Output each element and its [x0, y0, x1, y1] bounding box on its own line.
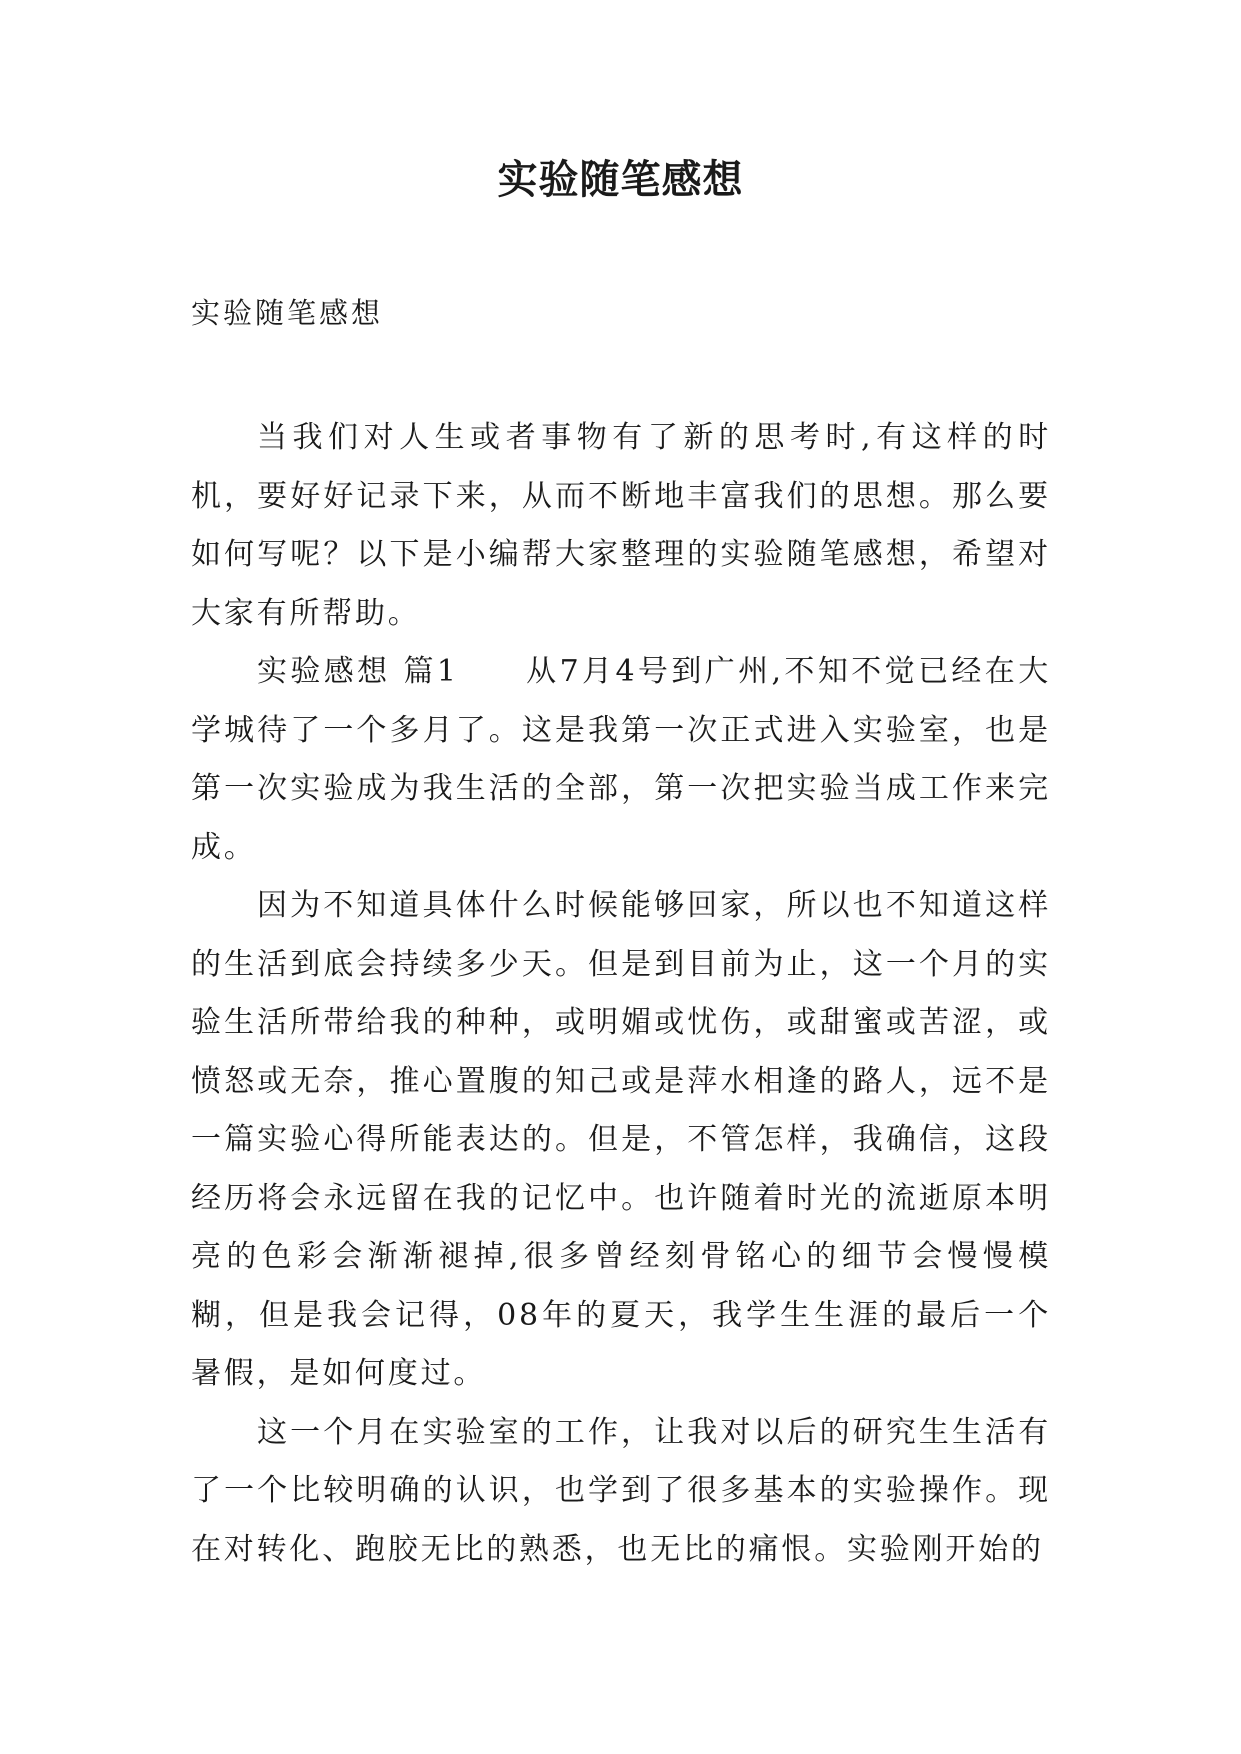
document-body — [191, 409, 1051, 1579]
paragraph-2: 因为不知道具体什么时候能够回家，所以也不知道这样的生活到底会持续多少天。但是到目前为止，这一个月的实验生活所带给我的种种，或明媚或忧伤，或甜蜜或苦涩，或愤怒或无奈，推心置腹的知己或是萍水相逢的路人，远不是一篇实验心得所能表达的。但是，不管怎样，我确信，这段经历将会永远留在我的记忆中。也许随着时光的流逝原本明亮的色彩会渐渐褪掉,很多曾经刻骨铭心的细节会慢慢模糊，但是我会记得，08年的夏天，我学生生涯的最后一个暑假，是如何度过。 — [191, 888, 1051, 1391]
paragraph-1: 实验感想 篇1 从7月4号到广州,不知不觉已经在大学城待了一个多月了。这是我第一次正式进入实验室，也是第一次实验成为我生活的全部，第一次把实验当成工作来完成。 — [191, 654, 1051, 865]
document-title: 实验随笔感想 — [497, 157, 744, 203]
document-subtitle: 实验随笔感想 — [191, 296, 384, 330]
paragraph-intro: 当我们对人生或者事物有了新的思考时,有这样的时机，要好好记录下来，从而不断地丰富我们的思想。那么要如何写呢？以下是小编帮大家整理的实验随笔感想，希望对大家有所帮助。 — [191, 420, 1051, 631]
paragraph-3: 这一个月在实验室的工作，让我对以后的研究生生活有了一个比较明确的认识，也学到了很多基本的实验操作。现在对转化、跑胶无比的熟悉，也无比的痛恨。实验刚开始的 — [191, 1414, 1051, 1567]
